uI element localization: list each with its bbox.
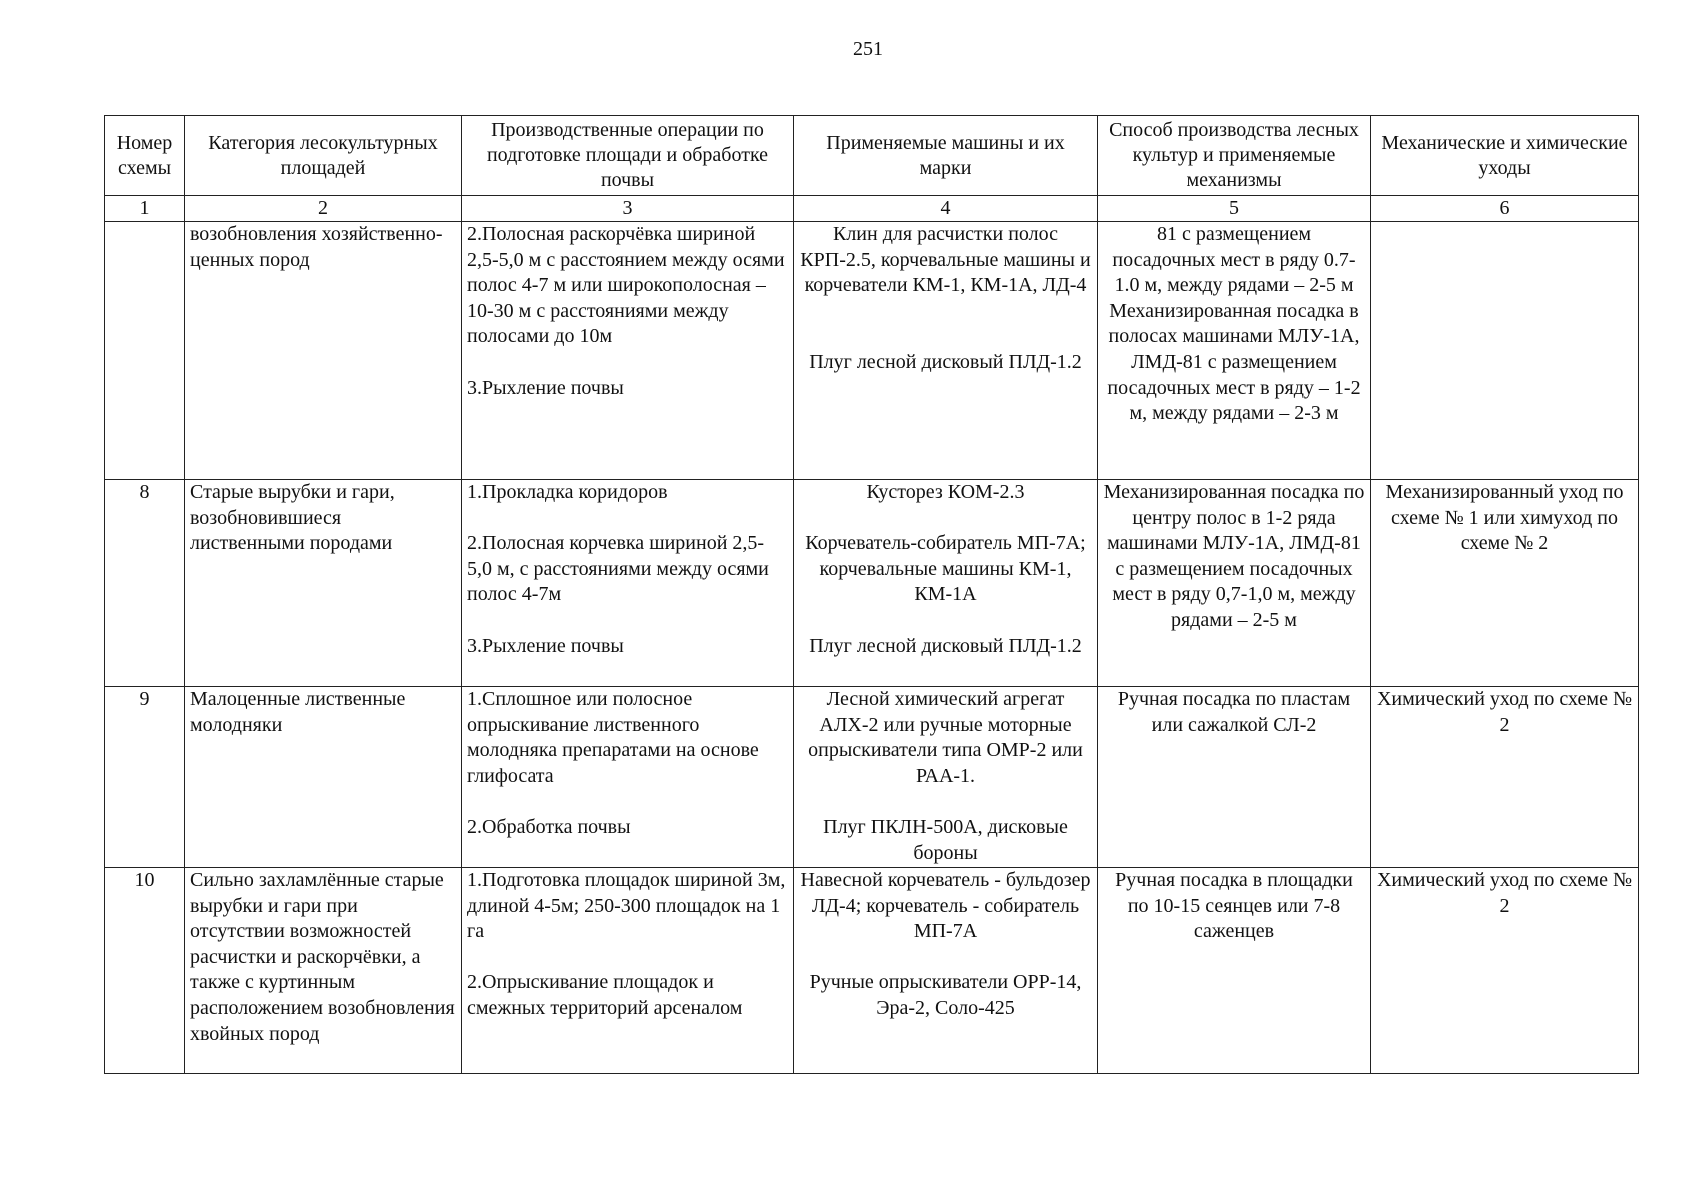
operation-step: 1.Сплошное или полосное опрыскивание лиственного молодняка препаратами на основе глифосата [467,688,759,787]
care-cell [1371,222,1639,480]
method-cell: Ручная посадка в площадки по 10-15 сеянцев или 7-8 саженцев [1098,868,1371,1074]
scheme-number: 8 [105,480,185,687]
machine-entry: Плуг лесной дисковый ПЛД-1.2 [809,634,1082,657]
category-cell: Малоценные лиственные молодняки [185,687,462,868]
machine-entry: Плуг лесной дисковый ПЛД-1.2 [809,350,1082,373]
table-row [105,868,1639,1074]
operation-step: 2.Полосная раскорчёвка шириной 2,5-5,0 м с расстоянием между осями полос 4-7 м или широкополосная – 10-30 м с расстояниями между полосами до 10м [467,223,785,348]
machine-entry: Кусторез КОМ-2.3 [866,481,1025,503]
operation-step: 2.Полосная корчевка шириной 2,5-5,0 м, с расстояниями между осями полос 4-7м [467,532,769,606]
operations-cell [462,687,794,868]
column-number: 1 [105,196,185,222]
column-number: 4 [794,196,1098,222]
machine-entry: Клин для расчистки полос КРП-2.5, корчевальные машины и корчеватели КМ-1, КМ-1А, ЛД-4 [800,223,1091,297]
column-number: 5 [1098,196,1371,222]
column-number: 2 [185,196,462,222]
forest-cultures-table [104,115,1639,1074]
table-row [105,687,1639,868]
machines-cell [794,222,1098,480]
operation-step: 3.Рыхление почвы [467,634,624,657]
column-number: 6 [1371,196,1639,222]
category-cell: возобновления хозяйственно-ценных пород [185,222,462,480]
scheme-number: 9 [105,687,185,868]
machine-entry: Лесной химический агрегат АЛХ-2 или ручные моторные опрыскиватели типа ОМР-2 или РАА-1. [808,688,1083,787]
method-cell: 81 с размещением посадочных мест в ряду 0.7-1.0 м, между рядами – 2-5 м Механизированная посадка в полосах машинами МЛУ-1А, ЛМД-81 с размещением посадочных мест в ряду – 1-2 м, между рядами – 2-3 м [1098,222,1371,480]
table-row [105,222,1639,480]
category-cell: Старые вырубки и гари, возобновившиеся лиственными породами [185,480,462,687]
header-scheme-number: Номер схемы [105,116,185,196]
column-number-row [105,196,1639,222]
operations-cell [462,222,794,480]
header-category: Категория лесокультурных площадей [185,116,462,196]
method-cell: Ручная посадка по пластам или сажалкой СЛ-2 [1098,687,1371,868]
category-cell: Сильно захламлённые старые вырубки и гари при отсутствии возможностей расчистки и раскорчёвки, а также с куртинным расположением возобновления хвойных пород [185,868,462,1074]
operation-step: 1.Подготовка площадок шириной 3м, длиной 4-5м; 250-300 площадок на 1 га [467,869,786,943]
method-cell: Механизированная посадка по центру полос в 1-2 ряда машинами МЛУ-1А, ЛМД-81 с размещением посадочных мест в ряду 0,7-1,0 м, между рядами – 2-5 м [1098,480,1371,687]
care-cell: Механизированный уход по схеме № 1 или химуход по схеме № 2 [1371,480,1639,687]
header-operations: Производственные операции по подготовке площади и обработке почвы [462,116,794,196]
machine-entry: Корчеватель-собиратель МП-7А; корчевальные машины КМ-1, КМ-1А [805,532,1086,606]
page-number: 251 [853,38,883,60]
header-care: Механические и химические уходы [1371,116,1639,196]
machines-cell [794,868,1098,1074]
operations-cell [462,480,794,687]
machine-entry: Ручные опрыскиватели ОРР-14, Эра-2, Соло-425 [809,971,1082,1019]
care-cell: Химический уход по схеме № 2 [1371,868,1639,1074]
table-row [105,480,1639,687]
header-row [105,116,1639,196]
machine-entry: Плуг ПКЛН-500А, дисковые бороны [823,815,1068,864]
machines-cell [794,687,1098,868]
operations-cell [462,868,794,1074]
operation-step: 3.Рыхление почвы [467,376,624,399]
operation-step: 1.Прокладка коридоров [467,481,668,503]
header-method: Способ производства лесных культур и применяемые механизмы [1098,116,1371,196]
scheme-number: 10 [105,868,185,1074]
header-machines: Применяемые машины и их марки [794,116,1098,196]
machine-entry: Навесной корчеватель - бульдозер ЛД-4; корчеватель - собиратель МП-7А [800,869,1091,943]
scheme-number [105,222,185,480]
care-cell: Химический уход по схеме № 2 [1371,687,1639,868]
machines-cell [794,480,1098,687]
column-number: 3 [462,196,794,222]
operation-step: 2.Опрыскивание площадок и смежных территорий арсеналом [467,971,743,1019]
operation-step: 2.Обработка почвы [467,815,631,838]
